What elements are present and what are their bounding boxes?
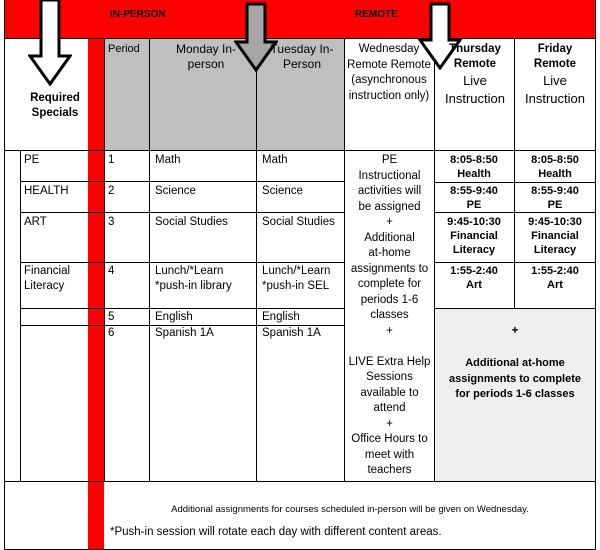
friday-session — [515, 184, 595, 212]
session-time: 8:05-8:50 — [450, 154, 498, 166]
grid-line — [20, 181, 344, 182]
wednesday-line: periods 1-6 — [360, 293, 419, 306]
header-remote: REMOTE — [355, 9, 398, 20]
grid-line — [434, 308, 596, 309]
wednesday-header: Wednesday Remote Remote (asynchronous instruction only) — [347, 43, 431, 102]
grid-line — [20, 308, 344, 309]
monday-class: Math — [155, 154, 181, 166]
wednesday-line: Additional — [364, 231, 415, 244]
session-time: 9:45-10:30 — [528, 216, 582, 228]
friday-live-label: Live Instruction — [525, 73, 585, 106]
footer-note: Additional assignments for courses scheduled in-person will be given on Wednesday. — [171, 504, 529, 515]
monday-class: Lunch/*Learn *push-in library — [155, 265, 232, 292]
specials-header: Required Specials — [30, 92, 80, 119]
grid-line — [20, 212, 344, 213]
thursday-header — [436, 42, 514, 108]
wednesday-line: complete for — [357, 278, 422, 290]
friday-session — [515, 215, 595, 257]
wednesday-line: teachers — [367, 464, 412, 476]
wednesday-line: Office Hours to — [351, 433, 428, 445]
grid-line — [4, 0, 5, 550]
period-number: 3 — [108, 216, 115, 228]
thu-fri-plus: + — [511, 325, 519, 337]
grid-line — [434, 182, 596, 183]
special-item: PE — [24, 154, 40, 166]
session-subject: Health — [538, 168, 572, 180]
session-time: 1:55-2:40 — [531, 265, 579, 277]
grid-line — [595, 0, 596, 550]
period-number: 2 — [108, 185, 115, 197]
wednesday-line: attend — [373, 402, 406, 414]
period-number: 1 — [108, 154, 115, 166]
wednesday-line: meet with — [364, 448, 415, 461]
session-subject: PE — [466, 199, 482, 211]
special-item: HEALTH — [24, 185, 69, 197]
wednesday-line: Instructional — [358, 169, 421, 182]
wednesday-line: be assigned — [358, 200, 421, 213]
grid-line — [434, 38, 435, 481]
grid-line — [434, 212, 596, 213]
grid-line — [4, 150, 596, 151]
session-time: 8:55-9:40 — [531, 185, 579, 197]
tuesday-header: Tuesday In-Person — [270, 42, 334, 71]
wednesday-line: + — [386, 216, 393, 228]
session-time: 9:45-10:30 — [447, 216, 501, 228]
monday-header: Monday In-person — [175, 42, 237, 71]
wednesday-line: available to — [360, 386, 419, 399]
grid-line — [20, 262, 344, 263]
session-subject: Art — [547, 279, 563, 291]
thursday-session — [434, 215, 514, 257]
monday-class: English — [155, 311, 193, 323]
wednesday-line: PE — [381, 154, 398, 166]
wednesday-line: activities will — [357, 185, 422, 197]
grid-line — [149, 38, 150, 481]
wednesday-line: Sessions — [366, 371, 413, 383]
period-number: 4 — [108, 265, 115, 277]
thursday-label: Thursday Remote — [449, 43, 501, 70]
wednesday-content — [345, 153, 434, 479]
session-subject: Financial Literacy — [450, 230, 498, 256]
friday-label: Friday Remote — [533, 43, 577, 70]
grid-line — [434, 262, 596, 263]
session-subject: Health — [457, 168, 491, 180]
session-subject: PE — [547, 199, 563, 211]
wednesday-line — [345, 339, 434, 355]
monday-class: Social Studies — [155, 216, 228, 228]
friday-session — [515, 153, 595, 181]
thursday-session — [434, 153, 514, 181]
tuesday-class: Social Studies — [262, 216, 335, 228]
period-number: 6 — [108, 327, 115, 339]
special-item: Financial Literacy — [24, 265, 71, 292]
session-time: 1:55-2:40 — [450, 265, 498, 277]
session-time: 8:05-8:50 — [531, 154, 579, 166]
special-item: ART — [24, 216, 47, 228]
friday-session — [515, 264, 595, 292]
wednesday-line: at-home — [368, 247, 411, 259]
red-divider-bar — [88, 0, 104, 550]
grid-line — [4, 481, 596, 482]
friday-header — [516, 42, 594, 108]
tuesday-class: Math — [262, 154, 288, 166]
tuesday-class: Science — [262, 185, 303, 197]
session-subject: Art — [466, 279, 482, 291]
tuesday-class: English — [262, 311, 300, 323]
thursday-session — [434, 184, 514, 212]
wednesday-line: LIVE Extra Help — [348, 355, 431, 368]
thu-fri-additional: Additional at-home assignments to complete for periods 1-6 classes — [448, 357, 582, 400]
wednesday-line: classes — [370, 309, 409, 321]
monday-class: Science — [155, 185, 196, 197]
session-time: 8:55-9:40 — [450, 185, 498, 197]
session-subject: Financial Literacy — [531, 230, 579, 256]
period-number: 5 — [108, 311, 115, 323]
wednesday-line: + — [386, 417, 393, 430]
wednesday-line: assignments to — [350, 262, 429, 275]
period-header: Period — [108, 43, 140, 55]
monday-class: Spanish 1A — [155, 327, 214, 339]
tuesday-class: Spanish 1A — [262, 327, 321, 339]
grid-line — [104, 38, 105, 481]
grid-line — [20, 150, 21, 481]
wednesday-line: + — [386, 324, 393, 337]
grid-line — [256, 38, 257, 481]
tuesday-class: Lunch/*Learn *push-in SEL — [262, 265, 331, 292]
header-in-person: IN-PERSON — [110, 9, 166, 20]
footer-pushin: *Push-in session will rotate each day with different content areas. — [110, 526, 442, 538]
thursday-session — [434, 264, 514, 292]
thursday-live-label: Live Instruction — [445, 73, 505, 106]
grid-line — [4, 38, 596, 39]
down-arrow-icon — [28, 0, 72, 86]
